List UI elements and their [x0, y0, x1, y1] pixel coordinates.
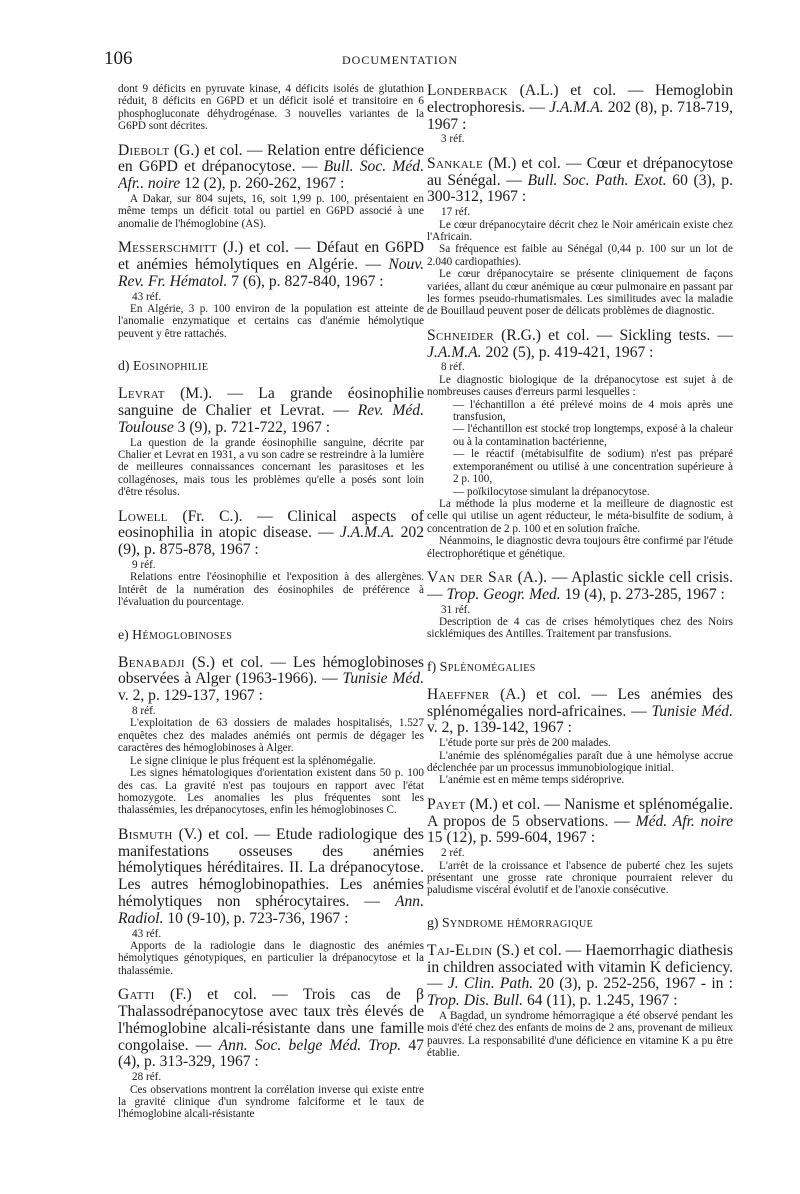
- journal-title: Ann. Radiol.: [118, 892, 424, 927]
- author-name: Van der Sar: [427, 568, 513, 586]
- running-title: DOCUMENTATION: [341, 53, 459, 67]
- reference-count: 17 réf.: [441, 206, 471, 219]
- citation-text: (M.). — La grande éosinophilie sanguine de Chalier et Levrat. —: [118, 385, 424, 420]
- citation: [427, 83, 733, 133]
- bibliography-entry: [118, 143, 424, 231]
- citation: [118, 827, 424, 928]
- author-name: Taj-Eldin: [427, 941, 493, 959]
- journal-title: Nouv. Rev. Fr. Hématol.: [118, 256, 424, 290]
- citation: [118, 240, 424, 290]
- citation-text: (G.) et col. — Relation entre déficience en G6PD et drépanocytose. —: [118, 141, 424, 176]
- abstract-paragraph: La méthode la plus moderne et la meilleure de diagnostic est celle qui utilise un agent réducteur, le méta-bisulfite de sodium, à concentration de 2 p. 100 et en solution fraîche.: [427, 497, 733, 535]
- entries-f: [427, 687, 733, 897]
- reference-count: 8 réf.: [441, 361, 465, 374]
- author-name: Levrat: [118, 385, 165, 403]
- abstract-paragraph: L'anémie est en même temps sidéroprive.: [439, 774, 625, 787]
- abstract-paragraph: Ces observations montrent la corrélation inverse qui existe entre la gravité clinique d'un syndrome falciforme et le taux de l'hémoglobine alcali-résistante: [118, 1083, 424, 1121]
- reference-count: 43 réf.: [132, 290, 162, 303]
- abstract-list-item: — l'échantillon est stocké trop longtemps, exposé à la chaleur ou à la contamination bactérienne,: [453, 423, 733, 448]
- abstract-paragraph: Relations entre l'éosinophilie et l'exposition à des allergènes. Intérêt de la numération des éosinophiles de préférence à l'évaluation du pourcentage.: [118, 571, 424, 609]
- abstract-paragraph: Le cœur drépanocytaire décrit chez le Noir américain existe chez l'Africain.: [427, 218, 733, 243]
- journal-title: Rev. Méd. Toulouse: [118, 402, 424, 436]
- bibliography-entry: [118, 509, 424, 609]
- abstract-list-item: — poïkilocytose simulant la drépanocytose.: [453, 485, 650, 498]
- entries-d: [118, 386, 424, 608]
- citation: [118, 386, 424, 436]
- bibliography-entry: [118, 987, 424, 1121]
- entries-e: [118, 655, 424, 1121]
- abstract-paragraph: En Algérie, 3 p. 100 environ de la population est atteinte de l'anomalie enzymatique et certains cas d'anémie hémolytique peuvent y être rattachés.: [118, 303, 424, 340]
- publication-details: v. 2, p. 129-137, 1967 :: [118, 687, 263, 705]
- publication-details: 15 (12), p. 599-604, 1967 :: [427, 829, 596, 847]
- reference-count: 3 réf.: [441, 133, 465, 146]
- bibliography-entry: [427, 328, 733, 560]
- publication-details: 10 (9-10), p. 723-736, 1967 :: [163, 909, 349, 927]
- citation: [118, 987, 424, 1071]
- page-number: 106: [104, 48, 133, 69]
- intro-paragraph: dont 9 déficits en pyruvate kinase, 4 déficits isolés de glutathion réduit, 8 déficits en G6PD et un déficit isolé et transitoire en 6 phosphogluconate déhydrogénase. 3 nouvelles variantes de la G6PD sont décrites.: [118, 83, 424, 133]
- bibliography-entry: [118, 240, 424, 340]
- journal-title: J.A.M.A.: [549, 98, 604, 116]
- journal-title: J. Clin. Path.: [447, 975, 534, 993]
- abstract-paragraph: Apports de la radiologie dans le diagnostic des anémies hémolytiques génotypiques, en particulier la drépanocytose et la thalassémie.: [118, 939, 424, 977]
- author-name: Benabadji: [118, 653, 185, 671]
- journal-title: Tunisie Méd.: [651, 702, 733, 720]
- journal-title: Bull. Soc. Méd. Afr.. noire: [118, 158, 424, 193]
- reference-count: 31 réf.: [441, 603, 471, 616]
- publication-details: 7 (6), p. 827-840, 1967 :: [227, 272, 384, 290]
- author-name: Londerback: [427, 83, 508, 99]
- publication-details: v. 2, p. 139-142, 1967 :: [427, 719, 572, 737]
- journal-title: Ann. Soc. belge Méd. Trop.: [218, 1036, 402, 1054]
- publication-details: 47 (4), p. 313-329, 1967 :: [118, 1036, 424, 1071]
- bibliography-entry: [118, 386, 424, 498]
- reference-count: 28 réf.: [132, 1071, 162, 1084]
- entries-c: [118, 143, 424, 341]
- citation: [427, 797, 733, 847]
- author-name: Lowell: [118, 507, 168, 525]
- abstract-paragraph: Les signes hématologiques d'orientation existent dans 50 p. 100 des cas. La gravité n'est pas toujours en rapport avec l'état homozygote. Les anomalies les plus fréquentes sont les thalassémies, les drépanocytoses, enfin les hémoglobinoses C.: [118, 767, 424, 817]
- citation-text: (S.) et col. — Haemorrhagic diathesis in children associated with vitamin K deficiency. —: [427, 941, 733, 993]
- bibliography-entry: [427, 797, 733, 897]
- journal-title: Tunisie Méd.: [342, 670, 424, 688]
- bibliography-entry: [118, 827, 424, 977]
- author-name: Schneider: [427, 326, 494, 344]
- reference-count: 8 réf.: [132, 705, 156, 718]
- journal-title: Trop. Geogr. Med.: [446, 585, 561, 603]
- abstract-list-item: — l'échantillon a été prélevé moins de 4 mois après une transfusion,: [453, 398, 733, 424]
- entries-g: [427, 943, 733, 1060]
- publication-details: 60 (3), p. 300-312, 1967 :: [427, 171, 733, 206]
- citation-text: (F.) et col. — Trois cas de β Thalassodrépanocytose avec taux très élevés de l'hémoglobine alcali-résistante dans une famille congolaise. —: [118, 986, 424, 1054]
- citation-text: (M.) et col. — Cœur et drépanocytose au Sénégal. —: [427, 154, 733, 189]
- publication-details: 202 (8), p. 718-719, 1967 :: [427, 98, 733, 133]
- citation: [427, 156, 733, 206]
- reference-count: 43 réf.: [132, 927, 162, 940]
- journal-title: J.A.M.A.: [427, 343, 482, 361]
- publication-details: 202 (5), p. 419-421, 1967 :: [481, 343, 654, 361]
- abstract-paragraph: A Bagdad, un syndrome hémorragique a été observé pendant les mois d'été chez des enfants de moins de 2 ans, provenant de milieux pauvres. La responsabilité d'une déficience en vitamine K a pu être établie.: [427, 1009, 733, 1060]
- section-heading-d: d) Eosinophilie: [118, 358, 209, 374]
- section-heading-g: g) Syndrome hémorragique: [427, 914, 594, 930]
- reference-count: 9 réf.: [132, 559, 156, 572]
- citation-text: (V.) et col. — Etude radiologique des manifestations osseuses des anémies hémolytiques héréditaires. II. La drépanocytose. Les autres hémoglobinopathies. Les anémies hémolytiques non sphérocytaires. —: [118, 825, 424, 910]
- publication-details: 12 (2), p. 260-262, 1967 :: [180, 175, 345, 193]
- journal-title: J.A.M.A.: [339, 524, 395, 542]
- reference-count: 2 réf.: [441, 847, 465, 860]
- citation-text: (R.G.) et col. — Sickling tests. —: [493, 326, 733, 344]
- author-name: Payet: [427, 795, 466, 813]
- bibliography-entry: [427, 156, 733, 318]
- entries-e-continued: [427, 83, 733, 641]
- publication-details: 64 (11), p. 1.245, 1967 :: [523, 992, 678, 1010]
- citation-text: (S.) et col. — Les hémoglobinoses observées à Alger (1963-1966). —: [118, 653, 424, 688]
- abstract-paragraph: A Dakar, sur 804 sujets, 16, soit 1,99 p. 100, présentaient en même temps un déficit total ou partiel en G6PD associé à une anomalie de l'hémoglobine (AS).: [118, 193, 424, 230]
- citation-text: (A.) et col. — Les anémies des splénomégalies nord-africaines. —: [427, 685, 733, 720]
- right-column: [427, 83, 733, 1173]
- journal-title: Méd. Afr. noire: [635, 812, 733, 830]
- author-name: Gatti: [118, 986, 155, 1004]
- citation-text: (A.). — Aplastic sickle cell crisis. —: [427, 568, 733, 603]
- abstract-paragraph: L'arrêt de la croissance et l'absence de puberté chez les sujets présentant une grosse rate chronique pourraient relever du paludisme viscéral évolutif et de l'anoxie consécutive.: [427, 859, 733, 897]
- bibliography-entry: [427, 570, 733, 641]
- abstract-paragraph: L'exploitation de 63 dossiers de malades hospitalisés, 1.527 enquêtes chez des malades anémiés ont permis de dégager les caractères des hémoglobinoses à Alger.: [118, 717, 424, 755]
- journal-title: Bull. Soc. Path. Exot.: [527, 171, 667, 189]
- citation: [427, 570, 733, 604]
- journal-title: Trop. Dis. Bull.: [427, 992, 524, 1010]
- citation-text: (Fr. C.). — Clinical aspects of eosinophilia in atopic disease. —: [118, 507, 424, 542]
- abstract-paragraph: Le cœur drépanocytaire se présente cliniquement de façons variées, allant du cœur anémique au cœur pulmonaire en passant par les formes pseudo-rhumatismales. Les similitudes avec la maladie de Bouillaud peuvent poser de délicats problèmes de diagnostic.: [427, 268, 733, 318]
- abstract-list-item: — le réactif (métabisulfite de sodium) n'est pas préparé extemporanément ou utilisé à une concentration supérieure à 2 p. 100,: [453, 448, 733, 486]
- bibliography-entry: [427, 943, 733, 1060]
- citation-text: (J.) et col. — Défaut en G6PD et anémies hémolytiques en Algérie. —: [118, 239, 424, 274]
- citation: [427, 687, 733, 737]
- publication-details: 202 (9), p. 875-878, 1967 :: [118, 524, 424, 559]
- bibliography-entry: [427, 83, 733, 146]
- section-heading-e: e) Hémoglobinoses: [118, 626, 233, 642]
- abstract-paragraph: Le diagnostic biologique de la drépanocytose est sujet à de nombreuses causes d'erreurs parmi lesquelles :: [427, 373, 733, 399]
- author-name: Bismuth: [118, 825, 173, 843]
- citation: [118, 655, 424, 705]
- publication-details: 19 (4), p. 273-285, 1967 :: [560, 585, 725, 603]
- citation: [427, 943, 733, 1010]
- abstract-paragraph: Description de 4 cas de crises hémolytiques chez des Noirs sicklémiques des Antilles. Traitement par transfusions.: [427, 615, 733, 641]
- citation-text: (M.) et col. — Nanisme et splénomégalie. A propos de 5 observations. —: [427, 795, 733, 830]
- citation: [118, 143, 424, 193]
- author-name: Sankale: [427, 154, 483, 172]
- bibliography-entry: [118, 655, 424, 817]
- bibliography-entry: [427, 687, 733, 787]
- author-name: Haeffner: [427, 685, 490, 703]
- citation: [118, 509, 424, 559]
- publication-details: 20 (3), p. 252-256, 1967 - in :: [533, 975, 733, 993]
- abstract-paragraph: Sa fréquence est faible au Sénégal (0,44 p. 100 sur un lot de 2.040 cardiopathies).: [427, 243, 733, 268]
- author-name: Messerschmitt: [118, 239, 218, 257]
- citation-text: (A.L.) et col. — Hemoglobin electrophoresis. —: [427, 83, 733, 116]
- abstract-paragraph: La question de la grande éosinophilie sanguine, décrite par Chalier et Levrat en 1931, a vu son cadre se restreindre à la lumière de meilleures connaissances concernant les parasitoses et les collagénoses, mais tous les problèmes qu'elle a posés sont loin d'être résolus.: [118, 436, 424, 499]
- section-heading-f: f) Splénomégalies: [427, 658, 536, 674]
- abstract-paragraph: L'anémie des splénomégalies paraît due à une hémolyse accrue déclenchée par un processus immunobiologique initial.: [427, 749, 733, 774]
- citation: [427, 328, 733, 362]
- left-column: [118, 83, 424, 1173]
- abstract-paragraph: L'étude porte sur près de 200 malades.: [439, 737, 611, 750]
- publication-details: 3 (9), p. 721-722, 1967 :: [173, 418, 331, 436]
- author-name: Diebolt: [118, 141, 170, 159]
- abstract-paragraph: Le signe clinique le plus fréquent est la splénomégalie.: [130, 754, 376, 767]
- abstract-paragraph: Néanmoins, le diagnostic devra toujours être confirmé par l'étude électrophorétique et génétique.: [427, 535, 733, 560]
